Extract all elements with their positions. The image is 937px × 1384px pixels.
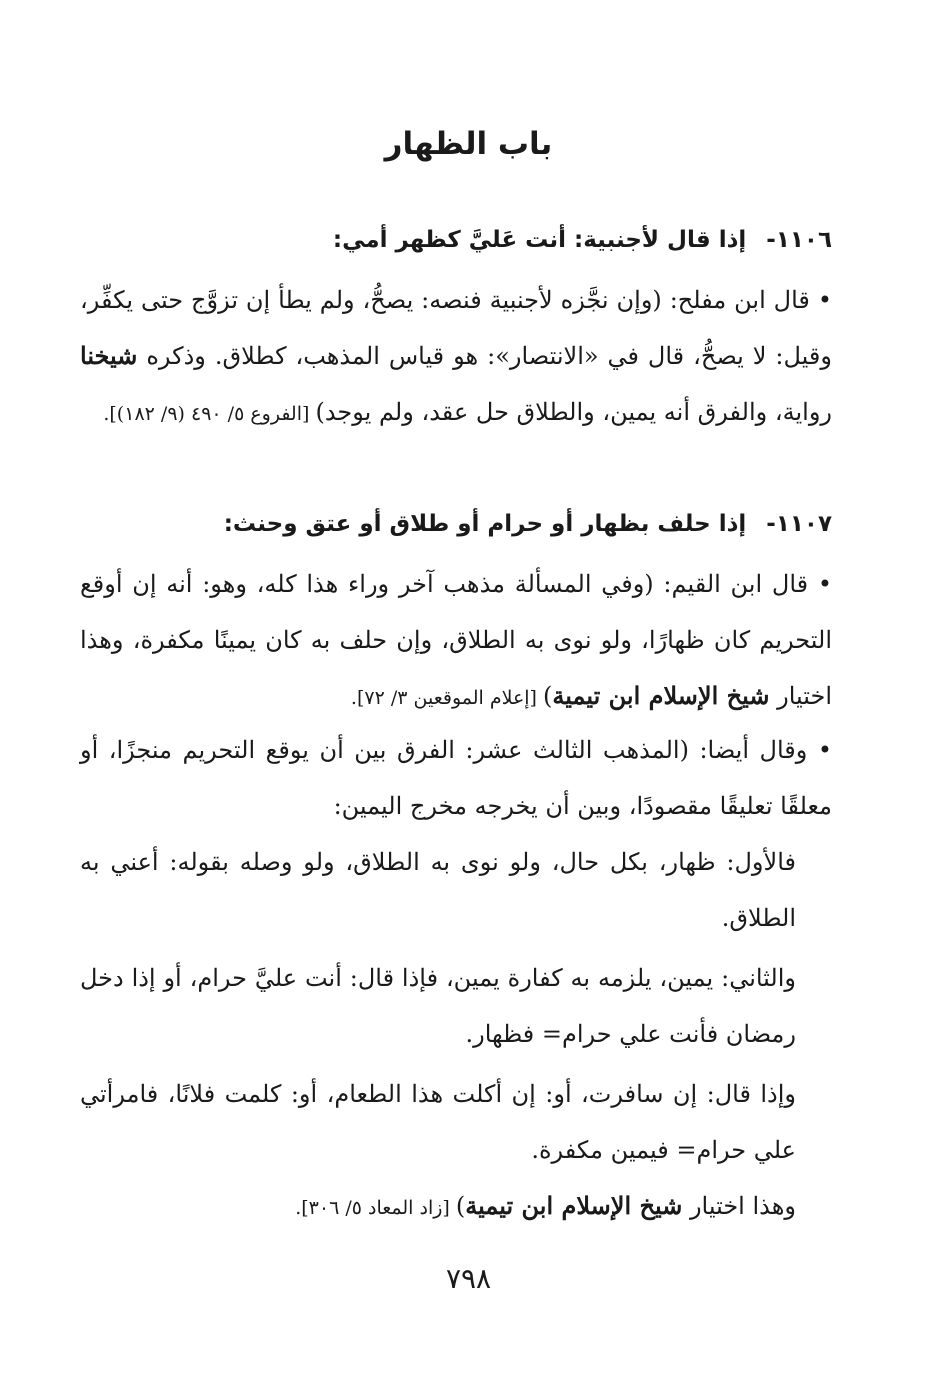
citation: [إعلام الموقعين ٣/ ٧٢]. [350,687,544,709]
paragraph-text: فالأول: ظهار، بكل حال، ولو نوى به الطلاق، ولو وصله بقوله: أعني به الطلاق. [80,848,796,932]
bold-name: شيخ الإسلام ابن تيمية [552,681,770,710]
section-title: إذا حلف بظهار أو حرام أو طلاق أو عتق وحنث: [223,511,747,537]
paragraph-text: ) [543,682,553,710]
paragraph-text: وهذا اختيار [682,1192,796,1220]
paragraph-text: • وقال أيضا: (المذهب الثالث عشر: الفرق بين أن يوقع التحريم منجزًا، أو معلقًا تعليقًا مقصودًا، وبين أن يخرجه مخرج اليمين: [80,736,832,820]
page-number: ٧٩٨ [445,1262,492,1295]
section-heading [80,496,832,552]
paragraph-text: رواية، والفرق أنه يمين، والطلاق حل عقد، ولم يوجد) [315,398,832,426]
paragraph [80,950,832,1062]
paragraph-text: والثاني: يمين، يلزمه به كفارة يمين، فإذا قال: أنت عليَّ حرام، أو إذا دخل رمضان فأنت علي حرام= فظهار. [80,964,796,1048]
paragraph [80,1066,832,1178]
bold-name: شيخ الإسلام ابن تيمية [465,1191,683,1220]
bold-name: شيخنا [80,341,138,370]
paragraph-text: • قال ابن مفلح: (وإن نجَّزه لأجنبية فنصه: يصحُّ، ولم يطأ إن تزوَّج حتى يكفِّر، وقيل: لا يصحُّ، قال في «الانتصار»: هو قياس المذهب، كطلاق. وذكره [80,286,832,370]
paragraph-text: وإذا قال: إن سافرت، أو: إن أكلت هذا الطعام، أو: كلمت فلانًا، فامرأتي علي حرام= فيمين مكفرة. [80,1080,796,1164]
citation: [زاد المعاد ٥/ ٣٠٦]. [295,1197,456,1219]
paragraph [80,272,832,442]
section-heading [80,212,832,268]
paragraph [80,1178,832,1236]
paragraph [80,556,832,726]
section-number: ١١٠٧- [766,511,832,537]
chapter-title: باب الظهار [384,126,553,162]
section-title: إذا قال لأجنبية: أنت عَليَّ كظهر أمي: [332,227,747,253]
paragraph [80,834,832,946]
paragraph [80,722,832,834]
citation: [الفروع ٥/ ٤٩٠ (٩/ ١٨٢)]. [103,403,316,425]
paragraph-text: • قال ابن القيم: (وفي المسألة مذهب آخر وراء هذا كله، وهو: أنه إن أوقع التحريم كان ظهارًا، ولو نوى به الطلاق، وإن حلف به كان يمينًا مكفرة، وهذا اختيار [80,570,832,710]
paragraph-text: ) [455,1192,466,1220]
section-number: ١١٠٦- [766,227,832,253]
